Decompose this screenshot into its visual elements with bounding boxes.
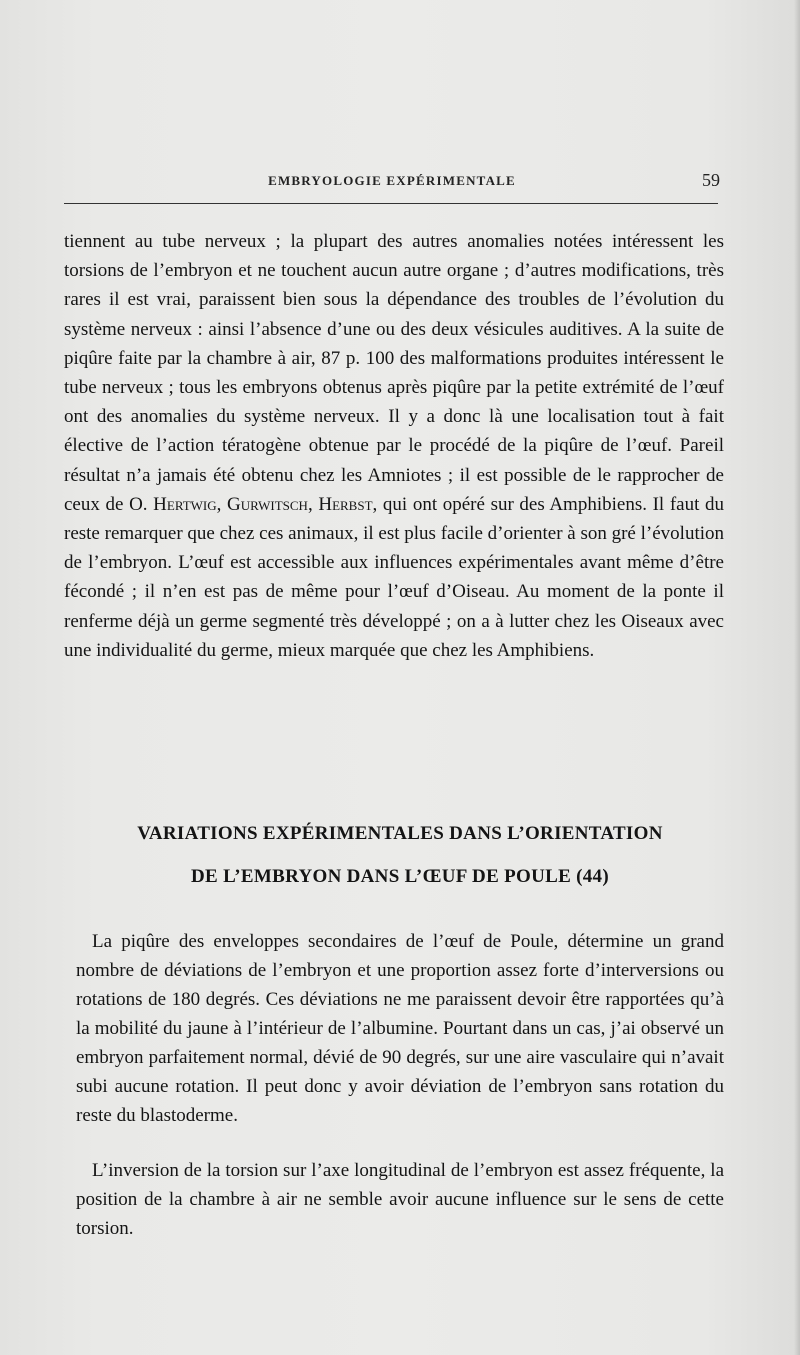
paragraph: L’inversion de la torsion sur l’axe longitudinal de l’embryon est assez fréquente, la position de la chambre à air ne semble avoir aucune influence sur le sens de cette torsion. [76,1160,724,1239]
page-edge-shadow [794,0,800,1355]
running-header [64,170,720,194]
paragraph-continuation [64,227,724,665]
section-heading-line-1: VARIATIONS EXPÉRIMENTALES DANS L’ORIENTATION [137,823,663,844]
running-title: EMBRYOLOGIE EXPÉRIMENTALE [268,173,516,188]
author-name: Hertwig [153,493,217,515]
paragraph-text: , qui ont opéré sur des Amphibiens. Il faut du reste remarquer que chez ces animaux, il est plus facile d’orienter à son gré l’évolution de l’embryon. L’œuf est accessible aux influences expérimentales avant même d’être fécondé ; il n’en est pas de même pour l’œuf d’Oiseau. Au moment de la ponte il renferme déjà un germe segmenté très développé ; on a à lutter chez les Oiseaux avec une individualité du germe, mieux marquée que chez les Amphibiens. [64,493,725,661]
page-number: 59 [702,170,720,190]
paragraph: La piqûre des enveloppes secondaires de l’œuf de Poule, détermine un grand nombre de déviations de l’embryon et une proportion assez forte d’interversions ou rotations de 180 degrés. Ces déviations ne me paraissent devoir être rapportées qu’à la mobilité du jaune à l’intérieur de l’albumine. Pourtant dans un cas, j’ai observé un embryon parfaitement normal, dévié de 90 degrés, sur une aire vasculaire qui n’avait subi aucune rotation. Il peut donc y avoir déviation de l’embryon sans rotation du reste du blastoderme. [76,931,724,1126]
paragraph-text: tiennent au tube nerveux ; la plupart des autres anomalies notées intéressent les torsions de l’embryon et ne touchent aucun autre organe ; d’autres modifications, très rares il est vrai, paraissent bien sous la dépendance des troubles de l’évolution du système nerveux : ainsi l’absence d’une ou des deux vésicules auditives. A la suite de piqûre faite par la chambre à air, 87 p. 100 des malformations produites intéressent le tube nerveux ; tous les embryons obtenus après piqûre par la petite extrémité de l’œuf ont des anomalies du système nerveux. Il y a donc là une localisation tout à fait élective de l’action tératogène obtenue par le procédé de la piqûre de l’œuf. Pareil résultat n’a jamais été obtenu chez les Amniotes ; il est possible de le rapprocher de ceux de O. [64,231,724,515]
section-heading-line-2: DE L’EMBRYON DANS L’ŒUF DE POULE (44) [191,866,609,887]
author-name: Herbst [318,493,373,515]
separator: , [216,493,228,515]
author-name: Gurwitsch [227,493,308,515]
separator: , [307,493,319,515]
header-rule [64,203,718,204]
